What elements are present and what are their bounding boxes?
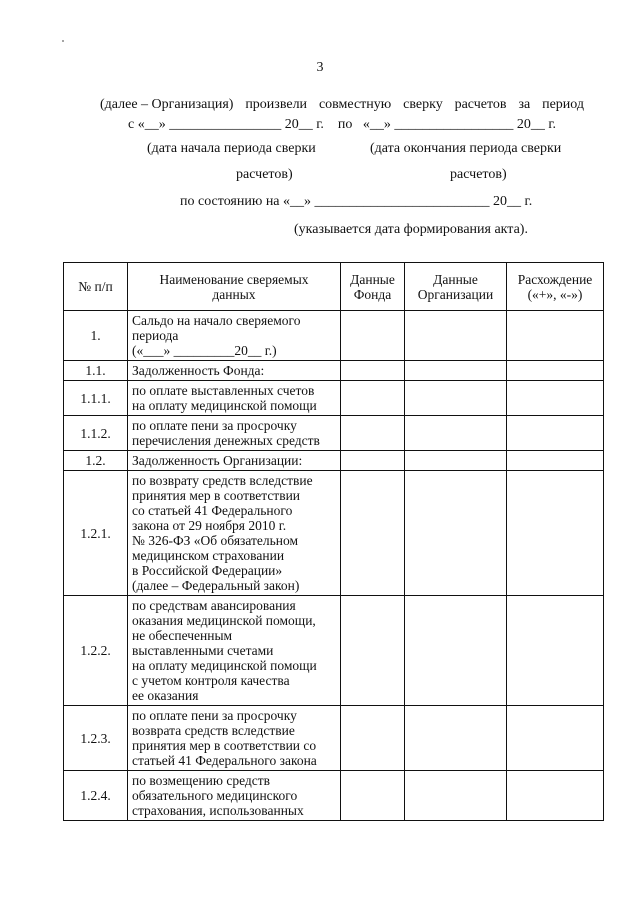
org-data-cell[interactable] bbox=[405, 451, 507, 471]
table-row bbox=[64, 311, 604, 361]
org-data-cell[interactable] bbox=[405, 596, 507, 706]
column-header-org-data: Данные Организации bbox=[405, 263, 507, 311]
fund-data-cell[interactable] bbox=[341, 361, 405, 381]
row-name: по оплате пени за просрочку возврата средств вследствие принятия мер в соответствии со статьей 41 Федерального закона bbox=[128, 706, 341, 771]
table-row bbox=[64, 771, 604, 821]
org-data-cell[interactable] bbox=[405, 471, 507, 596]
discrepancy-cell[interactable] bbox=[507, 311, 604, 361]
header-word: сверку bbox=[403, 97, 443, 112]
discrepancy-cell[interactable] bbox=[507, 596, 604, 706]
table-row bbox=[64, 706, 604, 771]
row-name: по средствам авансирования оказания медицинской помощи, не обеспеченным выставленными счетами на оплату медицинской помощи с учетом контроля качества ее оказания bbox=[128, 596, 341, 706]
fund-data-cell[interactable] bbox=[341, 596, 405, 706]
column-header-name: Наименование сверяемых данных bbox=[128, 263, 341, 311]
fund-data-cell[interactable] bbox=[341, 771, 405, 821]
fund-data-cell[interactable] bbox=[341, 471, 405, 596]
row-number: 1.2.4. bbox=[64, 771, 128, 821]
row-number: 1.2.3. bbox=[64, 706, 128, 771]
period-start-caption: (дата начала периода сверки bbox=[147, 141, 316, 156]
discrepancy-cell[interactable] bbox=[507, 471, 604, 596]
as-of-date-line: по состоянию на «__» _________________________ 20__ г. bbox=[180, 194, 533, 209]
row-number: 1.2.2. bbox=[64, 596, 128, 706]
row-number: 1.1.1. bbox=[64, 381, 128, 416]
period-start-caption-cont: расчетов) bbox=[236, 167, 293, 182]
fund-data-cell[interactable] bbox=[341, 416, 405, 451]
table-row bbox=[64, 416, 604, 451]
row-number: 1.1.2. bbox=[64, 416, 128, 451]
period-end-caption: (дата окончания периода сверки bbox=[370, 141, 562, 156]
fund-data-cell[interactable] bbox=[341, 706, 405, 771]
table-row bbox=[64, 361, 604, 381]
row-name: по оплате выставленных счетов на оплату медицинской помощи bbox=[128, 381, 341, 416]
org-data-cell[interactable] bbox=[405, 381, 507, 416]
table-row bbox=[64, 381, 604, 416]
row-name: по оплате пени за просрочку перечисления денежных средств bbox=[128, 416, 341, 451]
org-data-cell[interactable] bbox=[405, 771, 507, 821]
org-data-cell[interactable] bbox=[405, 706, 507, 771]
discrepancy-cell[interactable] bbox=[507, 706, 604, 771]
row-number: 1.2. bbox=[64, 451, 128, 471]
as-of-date-caption: (указывается дата формирования акта). bbox=[294, 222, 528, 237]
fund-data-cell[interactable] bbox=[341, 311, 405, 361]
row-number: 1. bbox=[64, 311, 128, 361]
fund-data-cell[interactable] bbox=[341, 381, 405, 416]
discrepancy-cell[interactable] bbox=[507, 451, 604, 471]
header-word: совместную bbox=[318, 97, 392, 112]
header-word: период bbox=[542, 97, 584, 112]
header-word: за bbox=[518, 97, 531, 112]
period-dates-line: с «__» ________________ 20__ г. по «__» _________________ 20__ г. bbox=[128, 117, 557, 132]
row-number: 1.2.1. bbox=[64, 471, 128, 596]
org-data-cell[interactable] bbox=[405, 416, 507, 451]
row-number: 1.1. bbox=[64, 361, 128, 381]
column-header-fund-data: Данные Фонда bbox=[341, 263, 405, 311]
org-data-cell[interactable] bbox=[405, 311, 507, 361]
header-word: (далее – Организация) bbox=[100, 97, 234, 112]
discrepancy-cell[interactable] bbox=[507, 771, 604, 821]
table-row bbox=[64, 596, 604, 706]
discrepancy-cell[interactable] bbox=[507, 416, 604, 451]
header-word: произвели bbox=[245, 97, 308, 112]
table-header-row bbox=[64, 263, 604, 311]
discrepancy-cell[interactable] bbox=[507, 361, 604, 381]
header-line-1 bbox=[100, 97, 584, 113]
header-word: расчетов bbox=[454, 97, 507, 112]
column-header-number: № п/п bbox=[64, 263, 128, 311]
row-name: Сальдо на начало сверяемого периода («___» _________20__ г.) bbox=[128, 311, 341, 361]
column-header-discrepancy: Расхождение («+», «-») bbox=[507, 263, 604, 311]
row-name: Задолженность Фонда: bbox=[128, 361, 341, 381]
reconciliation-table bbox=[63, 262, 604, 821]
table-row bbox=[64, 451, 604, 471]
scan-speck bbox=[62, 40, 64, 42]
page-number: 3 bbox=[316, 60, 324, 75]
period-end-caption-cont: расчетов) bbox=[450, 167, 507, 182]
discrepancy-cell[interactable] bbox=[507, 381, 604, 416]
row-name: по возмещению средств обязательного медицинского страхования, использованных bbox=[128, 771, 341, 821]
row-name: по возврату средств вследствие принятия мер в соответствии со статьей 41 Федерального закона от 29 ноября 2010 г. № 326-ФЗ «Об обязательном медицинском страховании в Российской Федерации» (далее – Федеральный закон) bbox=[128, 471, 341, 596]
fund-data-cell[interactable] bbox=[341, 451, 405, 471]
org-data-cell[interactable] bbox=[405, 361, 507, 381]
row-name: Задолженность Организации: bbox=[128, 451, 341, 471]
table-row bbox=[64, 471, 604, 596]
